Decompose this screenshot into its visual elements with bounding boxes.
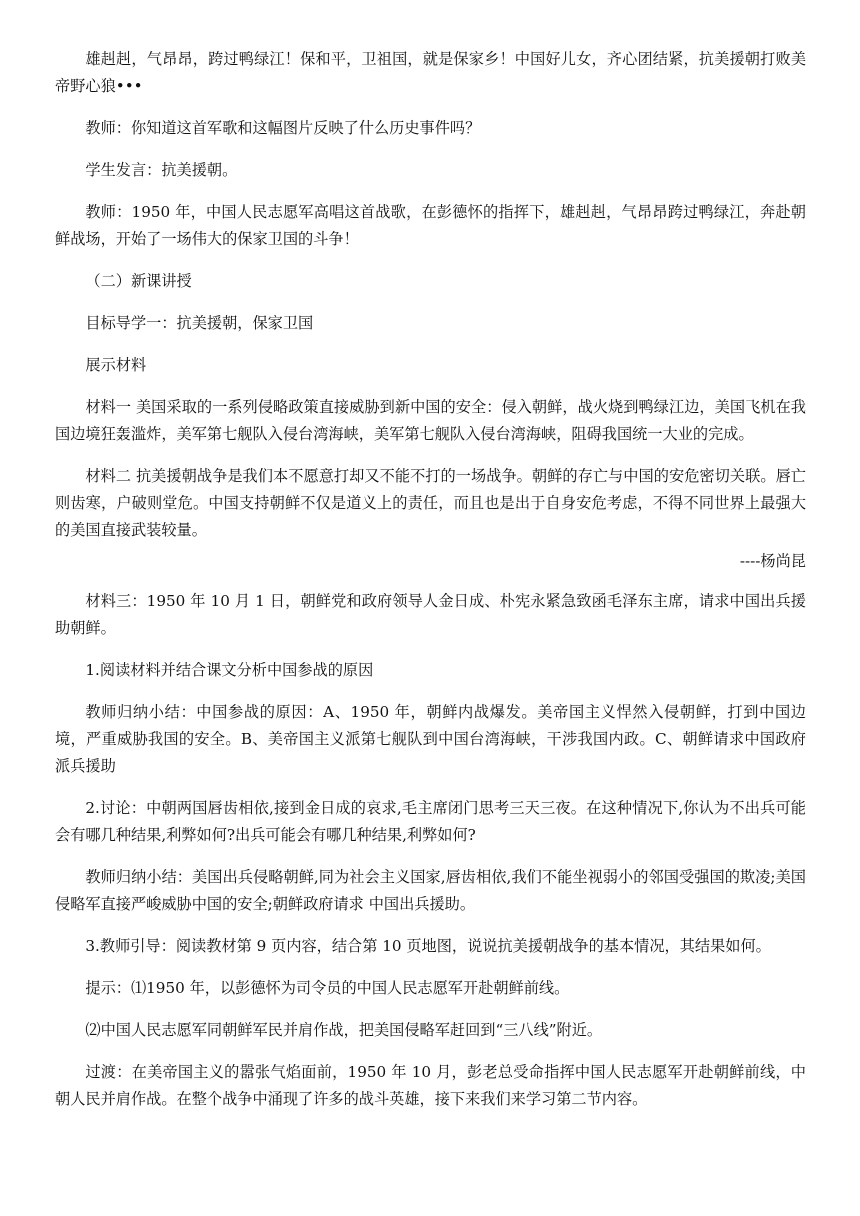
material-two-attribution: ----杨尚昆 — [739, 552, 806, 570]
paragraph-student-answer: 学生发言：抗美援朝。 — [85, 161, 238, 179]
task-one: 1.阅读材料并结合课文分析中国参战的原因 — [85, 661, 374, 679]
document-page — [55, 46, 806, 1128]
transition-paragraph: 过渡：在美帝国主义的嚣张气焰面前，1950 年 10 月，彭老总受命指挥中国人民志愿军开赴朝鲜前线，中朝人民并肩作战。在整个战争中涌现了许多的战斗英雄，接下来我们来学习第二节内容。 — [55, 1063, 806, 1108]
hint-two: ⑵中国人民志愿军同朝鲜军民并肩作战，把美国侵略军赶回到“三八线”附近。 — [85, 1021, 603, 1039]
hint-one: 提示：⑴1950 年，以彭德怀为司令员的中国人民志愿军开赴朝鲜前线。 — [85, 979, 570, 997]
show-materials-label: 展示材料 — [85, 356, 147, 374]
task-two-discussion: 2.讨论：中朝两国唇齿相依,接到金日成的哀求,毛主席闭门思考三天三夜。在这种情况下,你认为不出兵可能会有哪几种结果,利弊如何?出兵可能会有哪几种结果,利弊如何? — [55, 799, 806, 844]
material-two: 材料二 抗美援朝战争是我们本不愿意打却又不能不打的一场战争。朝鲜的存亡与中国的安危密切关联。唇亡则齿寒，户破则堂危。中国支持朝鲜不仅是道义上的责任，而且也是出于自身安危考虑，不得不同世界上最强大的美国直接武装较量。 — [55, 467, 806, 539]
learning-goal-heading: 目标导学一：抗美援朝，保家卫国 — [85, 314, 314, 332]
material-three: 材料三：1950 年 10 月 1 日，朝鲜党和政府领导人金日成、朴宪永紧急致函毛泽东主席，请求中国出兵援助朝鲜。 — [55, 592, 806, 637]
paragraph-song-lyrics: 雄赳赳，气昂昂，跨过鸭绿江！保和平，卫祖国，就是保家乡！中国好儿女，齐心团结紧，抗美援朝打败美帝野心狼••• — [55, 50, 806, 95]
paragraph-teacher-intro: 教师：1950 年，中国人民志愿军高唱这首战歌，在彭德怀的指挥下，雄赳赳，气昂昂跨过鸭绿江，奔赴朝鲜战场，开始了一场伟大的保家卫国的斗争！ — [55, 203, 806, 248]
section-heading-new-lesson: （二）新课讲授 — [85, 272, 192, 290]
teacher-summary-one: 教师归纳小结：中国参战的原因：A、1950 年，朝鲜内战爆发。美帝国主义悍然入侵朝鲜，打到中国边境，严重威胁我国的安全。B、美帝国主义派第七舰队到中国台湾海峡，干涉我国内政。C、朝鲜请求中国政府派兵援助 — [55, 703, 806, 775]
teacher-summary-two: 教师归纳小结：美国出兵侵略朝鲜,同为社会主义国家,唇齿相依,我们不能坐视弱小的邻国受强国的欺凌;美国侵略军直接严峻威胁中国的安全;朝鲜政府请求 中国出兵援助。 — [55, 868, 806, 913]
task-three-guidance: 3.教师引导：阅读教材第 9 页内容，结合第 10 页地图，说说抗美援朝战争的基本情况，其结果如何。 — [85, 937, 771, 955]
material-one: 材料一 美国采取的一系列侵略政策直接威胁到新中国的安全：侵入朝鲜，战火烧到鸭绿江边，美国飞机在我国边境狂轰滥炸，美军第七舰队入侵台湾海峡，美军第七舰队入侵台湾海峡，阻碍我国统一大业的完成。 — [55, 398, 806, 443]
paragraph-teacher-question: 教师：你知道这首军歌和这幅图片反映了什么历史事件吗？ — [85, 119, 481, 137]
